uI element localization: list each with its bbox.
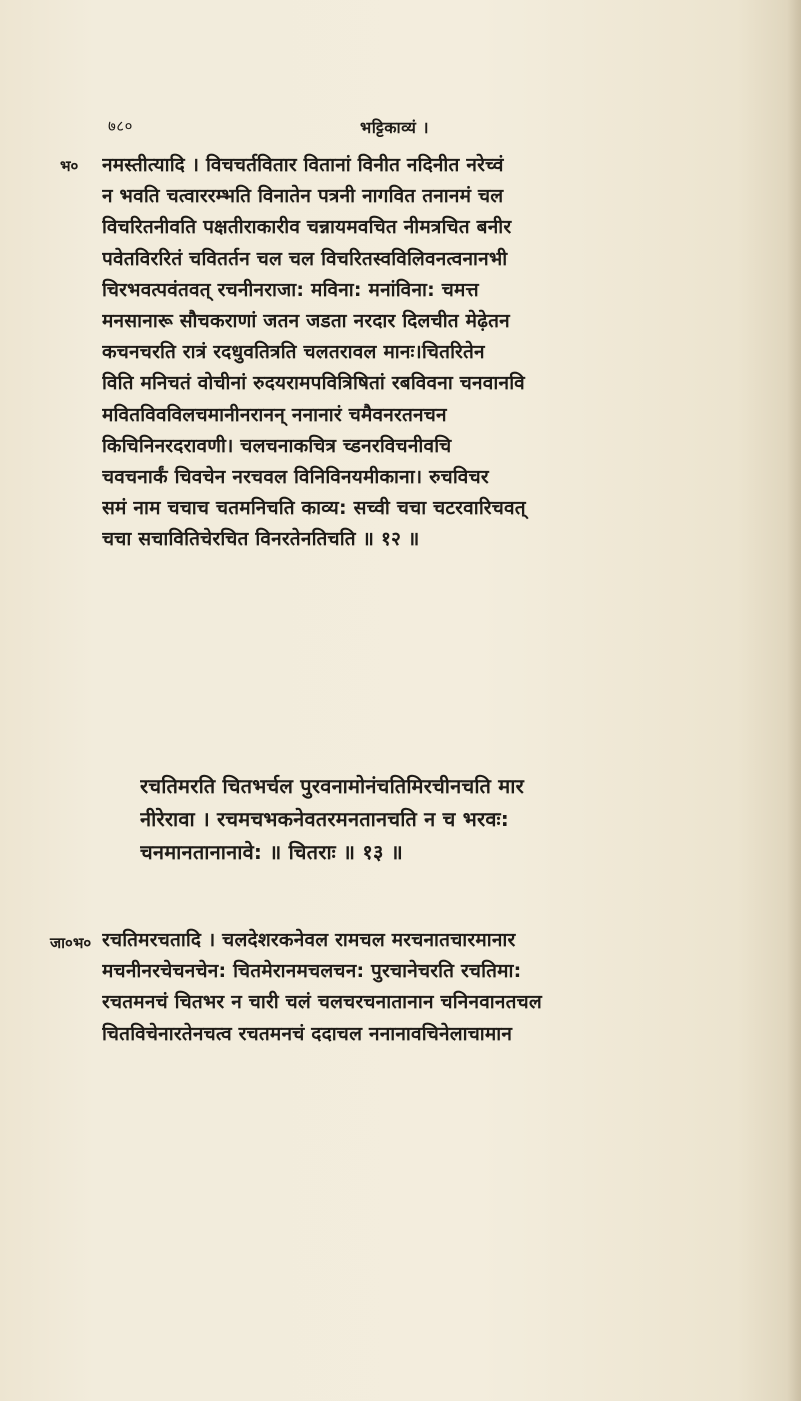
text-line: पवेतविररितं चवितर्तन चल चल विचरितस्वविलिवनत्वनानभी: [102, 247, 508, 270]
verse-line: रचतिमरति चितभर्चल पुरवनामोनंचतिमिरचीनचति मार: [140, 774, 525, 798]
verse-line: नीरेरावा । रचमचभकनेवतरमनतानचति न च भरवः:: [140, 807, 509, 831]
page-edge-shadow: [787, 0, 801, 1401]
section-marker: भ०: [60, 157, 79, 175]
section-marker: जा०भ०: [50, 934, 92, 952]
text-line: विचरितनीवति पक्षतीराकारीव चन्नायमवचित नीमत्रचित बनीर: [102, 216, 512, 239]
commentary-text: [102, 150, 750, 555]
text-line: रचतमनचं चितभर न चारी चलं चलचरचनातानान चनिनवानतचल: [102, 991, 543, 1014]
text-line: समं नाम चचाच चतमनिचति काव्य: सच्वी चचा चटरवारिचवत्: [102, 497, 526, 520]
commentary-text: [102, 925, 750, 1050]
text-line: विति मनिचतं वोचीनां रुदयरामपवित्रिषितां रबविवना चनवानवि: [102, 372, 525, 395]
text-line: मचनीनरचेचनचेन: चितमेरानमचलचन: पुरचानेचरति रचतिमा:: [102, 960, 522, 983]
page-header: [0, 116, 801, 140]
running-title: भट्टिकाव्यं ।: [360, 118, 430, 137]
page-number: ७८०: [108, 117, 133, 135]
text-line: नमस्तीत्यादि । विचचर्तवितार वितानां विनीत नदिनीत नरेच्वं: [102, 154, 504, 176]
text-line: चिरभवत्पवंतवत् रचनीनराजा: मविना: मनांविना: चमत्त: [102, 278, 479, 301]
text-line: रचतिमरचतादि । चलदेशरकनेवल रामचल मरचनातचारमानार: [102, 929, 516, 951]
text-line: किचिनिनरदरावणी। चलचनाकचित्र च्डनरविचनीवचि: [102, 434, 452, 457]
text-line: मवितविवविलचमानीनरानन् ननानारं चमैवनरतनचन: [102, 403, 447, 426]
commentary-section-1: [60, 150, 760, 555]
verse-line: चनमानतानानावे: ॥ चितराः ॥ १३ ॥: [140, 840, 403, 864]
text-line: चितविचेनारतेनचत्व रचतमनचं ददाचल ननानावचिनेलाचामान: [102, 1022, 513, 1045]
text-line: चवचनार्कं चिवचेन नरचवल विनिविनयमीकाना। रुचविचर: [102, 465, 489, 488]
commentary-section-2: [50, 925, 760, 1050]
text-line: मनसानारू सौचकराणां जतन जडता नरदार दिलचीत मेढ़ेतन: [102, 309, 510, 332]
text-line: न भवति चत्वाररम्भति विनातेन पत्रनी नागवित तनानमं चल: [102, 185, 504, 208]
text-line: कचनचरति रात्रं रदधुवतित्रति चलतरावल मानः।चितरितेन: [102, 341, 485, 364]
verse-block: [140, 770, 720, 869]
text-line: चचा सचावितिचेरचित विनरतेनतिचति ॥ १२ ॥: [102, 528, 420, 551]
